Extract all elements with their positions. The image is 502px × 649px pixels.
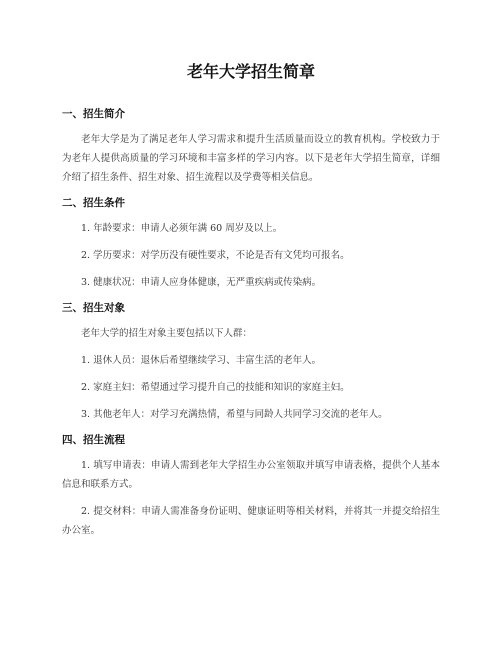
- list-item: 3. 健康状况：申请人应身体健康，无严重疾病或传染病。: [81, 277, 322, 288]
- section-requirements: [62, 195, 440, 292]
- section-heading: 四、招生流程: [62, 434, 125, 446]
- section-paragraph: 老年大学是为了满足老年人学习需求和提升生活质量而设立的教育机构。学校致力于为老年人提供高质量的学习环境和丰富多样的学习内容。以下是老年大学招生简章，详细介绍了招生条件、招生对象、招生流程以及学费等相关信息。: [62, 134, 440, 183]
- section-heading: 一、招生简介: [62, 108, 125, 120]
- section-enrollment-process: [62, 432, 440, 540]
- section-paragraph: 老年大学的招生对象主要包括以下人群：: [81, 328, 253, 339]
- list-item: 1. 年龄要求：申请人必须年满 60 周岁及以上。: [81, 223, 283, 234]
- section-introduction: [62, 106, 440, 187]
- list-item: 2. 学历要求：对学历没有硬性要求，不论是否有文凭均可报名。: [81, 250, 350, 261]
- section-heading: 二、招生条件: [62, 197, 125, 209]
- document-title: 老年大学招生简章: [186, 62, 315, 81]
- section-target-students: [62, 300, 440, 424]
- list-item: 1. 退休人员：退休后希望继续学习、丰富生活的老年人。: [81, 355, 322, 366]
- list-item: 2. 提交材料：申请人需准备身份证明、健康证明等相关材料，并将其一并提交给招生办公室。: [62, 506, 440, 536]
- list-item: 2. 家庭主妇：希望通过学习提升自己的技能和知识的家庭主妇。: [81, 382, 350, 393]
- list-item: 1. 填写申请表：申请人需到老年大学招生办公室领取并填写申请表格，提供个人基本信息和联系方式。: [62, 460, 440, 490]
- list-item: 3. 其他老年人：对学习充满热情，希望与同龄人共同学习交流的老年人。: [81, 409, 388, 420]
- section-heading: 三、招生对象: [62, 302, 125, 314]
